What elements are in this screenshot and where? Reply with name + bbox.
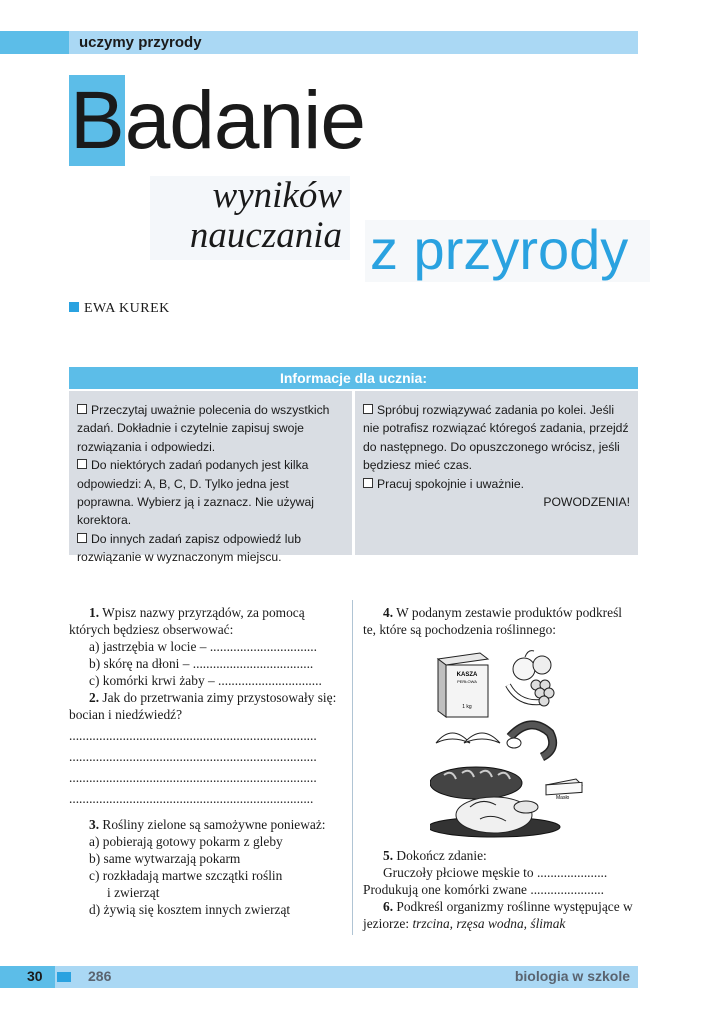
task-3: 3. Rośliny zielone są samożywne ponieważ: [89, 817, 326, 832]
checkbox-icon [77, 404, 87, 414]
box-label-1: KASZA [456, 672, 478, 678]
food-products-illustration [430, 645, 630, 845]
subtitle-line-1: wyników [212, 175, 342, 216]
info-left-item: Przeczytaj uważnie polecenia do wszystkich zadań. Dokładnie i czytelnie zapisuj swoje rozwiązania i odpowiedzi. [77, 403, 330, 454]
checkbox-icon [363, 404, 373, 414]
fruit-icon[interactable] [508, 651, 554, 706]
right-column-lower [363, 847, 638, 932]
info-heading: Informacje dla ucznia: [69, 367, 638, 389]
task-3-a[interactable]: a) pobierają gotowy pokarm z gleby [89, 834, 283, 849]
task-4: 4. W podanym zestawie produktów podkreśl te, które są pochodzenia roślinnego: [363, 605, 623, 637]
box-label-2: PERŁOWA [457, 679, 477, 684]
title-accent: z przyrody [370, 218, 629, 281]
left-column [69, 604, 344, 918]
task-1-b: b) skórę na dłoni – .................................... [89, 656, 314, 671]
info-closing: POWODZENIA! [543, 495, 630, 510]
answer-line[interactable]: ......................................................................... [69, 791, 314, 806]
croissant-icon[interactable] [436, 733, 500, 743]
column-divider [352, 600, 353, 935]
magazine-name: biologia w szkole [514, 968, 630, 984]
issue-number: 286 [88, 968, 112, 984]
task-5-line-1[interactable]: Gruczoły płciowe męskie to ..................... [383, 865, 608, 880]
info-left-panel [69, 391, 352, 565]
section-label: uczymy przyrody [79, 34, 202, 51]
task-5-line-2[interactable]: Produkują one komórki zwane ...................... [363, 882, 604, 897]
author [69, 301, 170, 317]
task-2: 2. Jak do przetrwania zimy przystosowały się: bocian i niedźwiedź? [69, 690, 337, 722]
answer-line[interactable]: .......................................................................... [69, 749, 317, 764]
task-5: 5. Dokończ zdanie: [383, 848, 487, 863]
task-3-c[interactable]: c) rozkładają martwe szczątki roślin [89, 868, 283, 883]
bread-icon[interactable] [430, 767, 522, 799]
task-6-list[interactable]: trzcina, rzęsa wodna, ślimak [412, 916, 566, 931]
title-first-letter: B [70, 75, 124, 166]
checkbox-icon [77, 533, 87, 543]
task-1-c: c) komórki krwi żaby – ............................... [89, 673, 322, 688]
info-right-panel [355, 391, 638, 555]
roast-chicken-icon[interactable] [430, 797, 560, 837]
title-main [69, 76, 365, 166]
info-left-item: Do innych zadań zapisz odpowiedź lub rozwiązanie w wyznaczonym miejscu. [77, 531, 302, 565]
title-subtitle [150, 176, 342, 256]
task-3-c-cont: i zwierząt [107, 885, 160, 900]
answer-line[interactable]: .......................................................................... [69, 728, 317, 743]
page-number: 30 [27, 968, 43, 984]
butter-label: Masło [556, 795, 570, 801]
task-3-b[interactable]: b) same wytwarzają pokarm [89, 851, 241, 866]
task-6: 6. Podkreśl organizmy roślinne występujące w jeziorze: trzcina, rzęsa wodna, ślimak [363, 899, 633, 931]
box-weight: 1 kg [462, 704, 472, 710]
info-right-item: Spróbuj rozwiązywać zadania po kolei. Jeśli nie potrafisz rozwiązać któregoś zadania, przejdź do następnego. Do opuszczonego wrócisz, jeśli będziesz mieć czas. [363, 403, 629, 473]
checkbox-icon [77, 459, 87, 469]
sausage-icon[interactable] [507, 725, 553, 757]
section-band-strip [0, 31, 69, 54]
author-name: EWA KUREK [84, 301, 170, 316]
info-right-item: Pracuj spokojnie i uważnie. [363, 475, 630, 493]
title-main-rest: adanie [124, 75, 365, 166]
checkbox-icon [363, 478, 373, 488]
task-1-a: a) jastrzębia w locie – ................................ [89, 639, 317, 654]
groats-box-icon[interactable] [438, 653, 488, 717]
right-column [363, 604, 638, 638]
butter-icon[interactable] [546, 779, 582, 801]
footer-band [0, 966, 638, 988]
info-left-item: Do niektórych zadań podanych jest kilka odpowiedzi: A, B, C, D. Tylko jedna jest poprawna. Wybierz ją i zaznacz. Nie używaj korektora. [77, 458, 314, 528]
task-1: 1. Wpisz nazwy przyrządów, za pomocą których będziesz obserwować: [69, 605, 305, 637]
task-3-d[interactable]: d) żywią się kosztem innych zwierząt [89, 902, 291, 917]
section-band [0, 31, 638, 54]
footer-marker-icon [57, 972, 71, 982]
author-square-icon [69, 302, 79, 312]
answer-line[interactable]: .......................................................................... [69, 770, 317, 785]
subtitle-line-2: nauczania [189, 215, 342, 256]
